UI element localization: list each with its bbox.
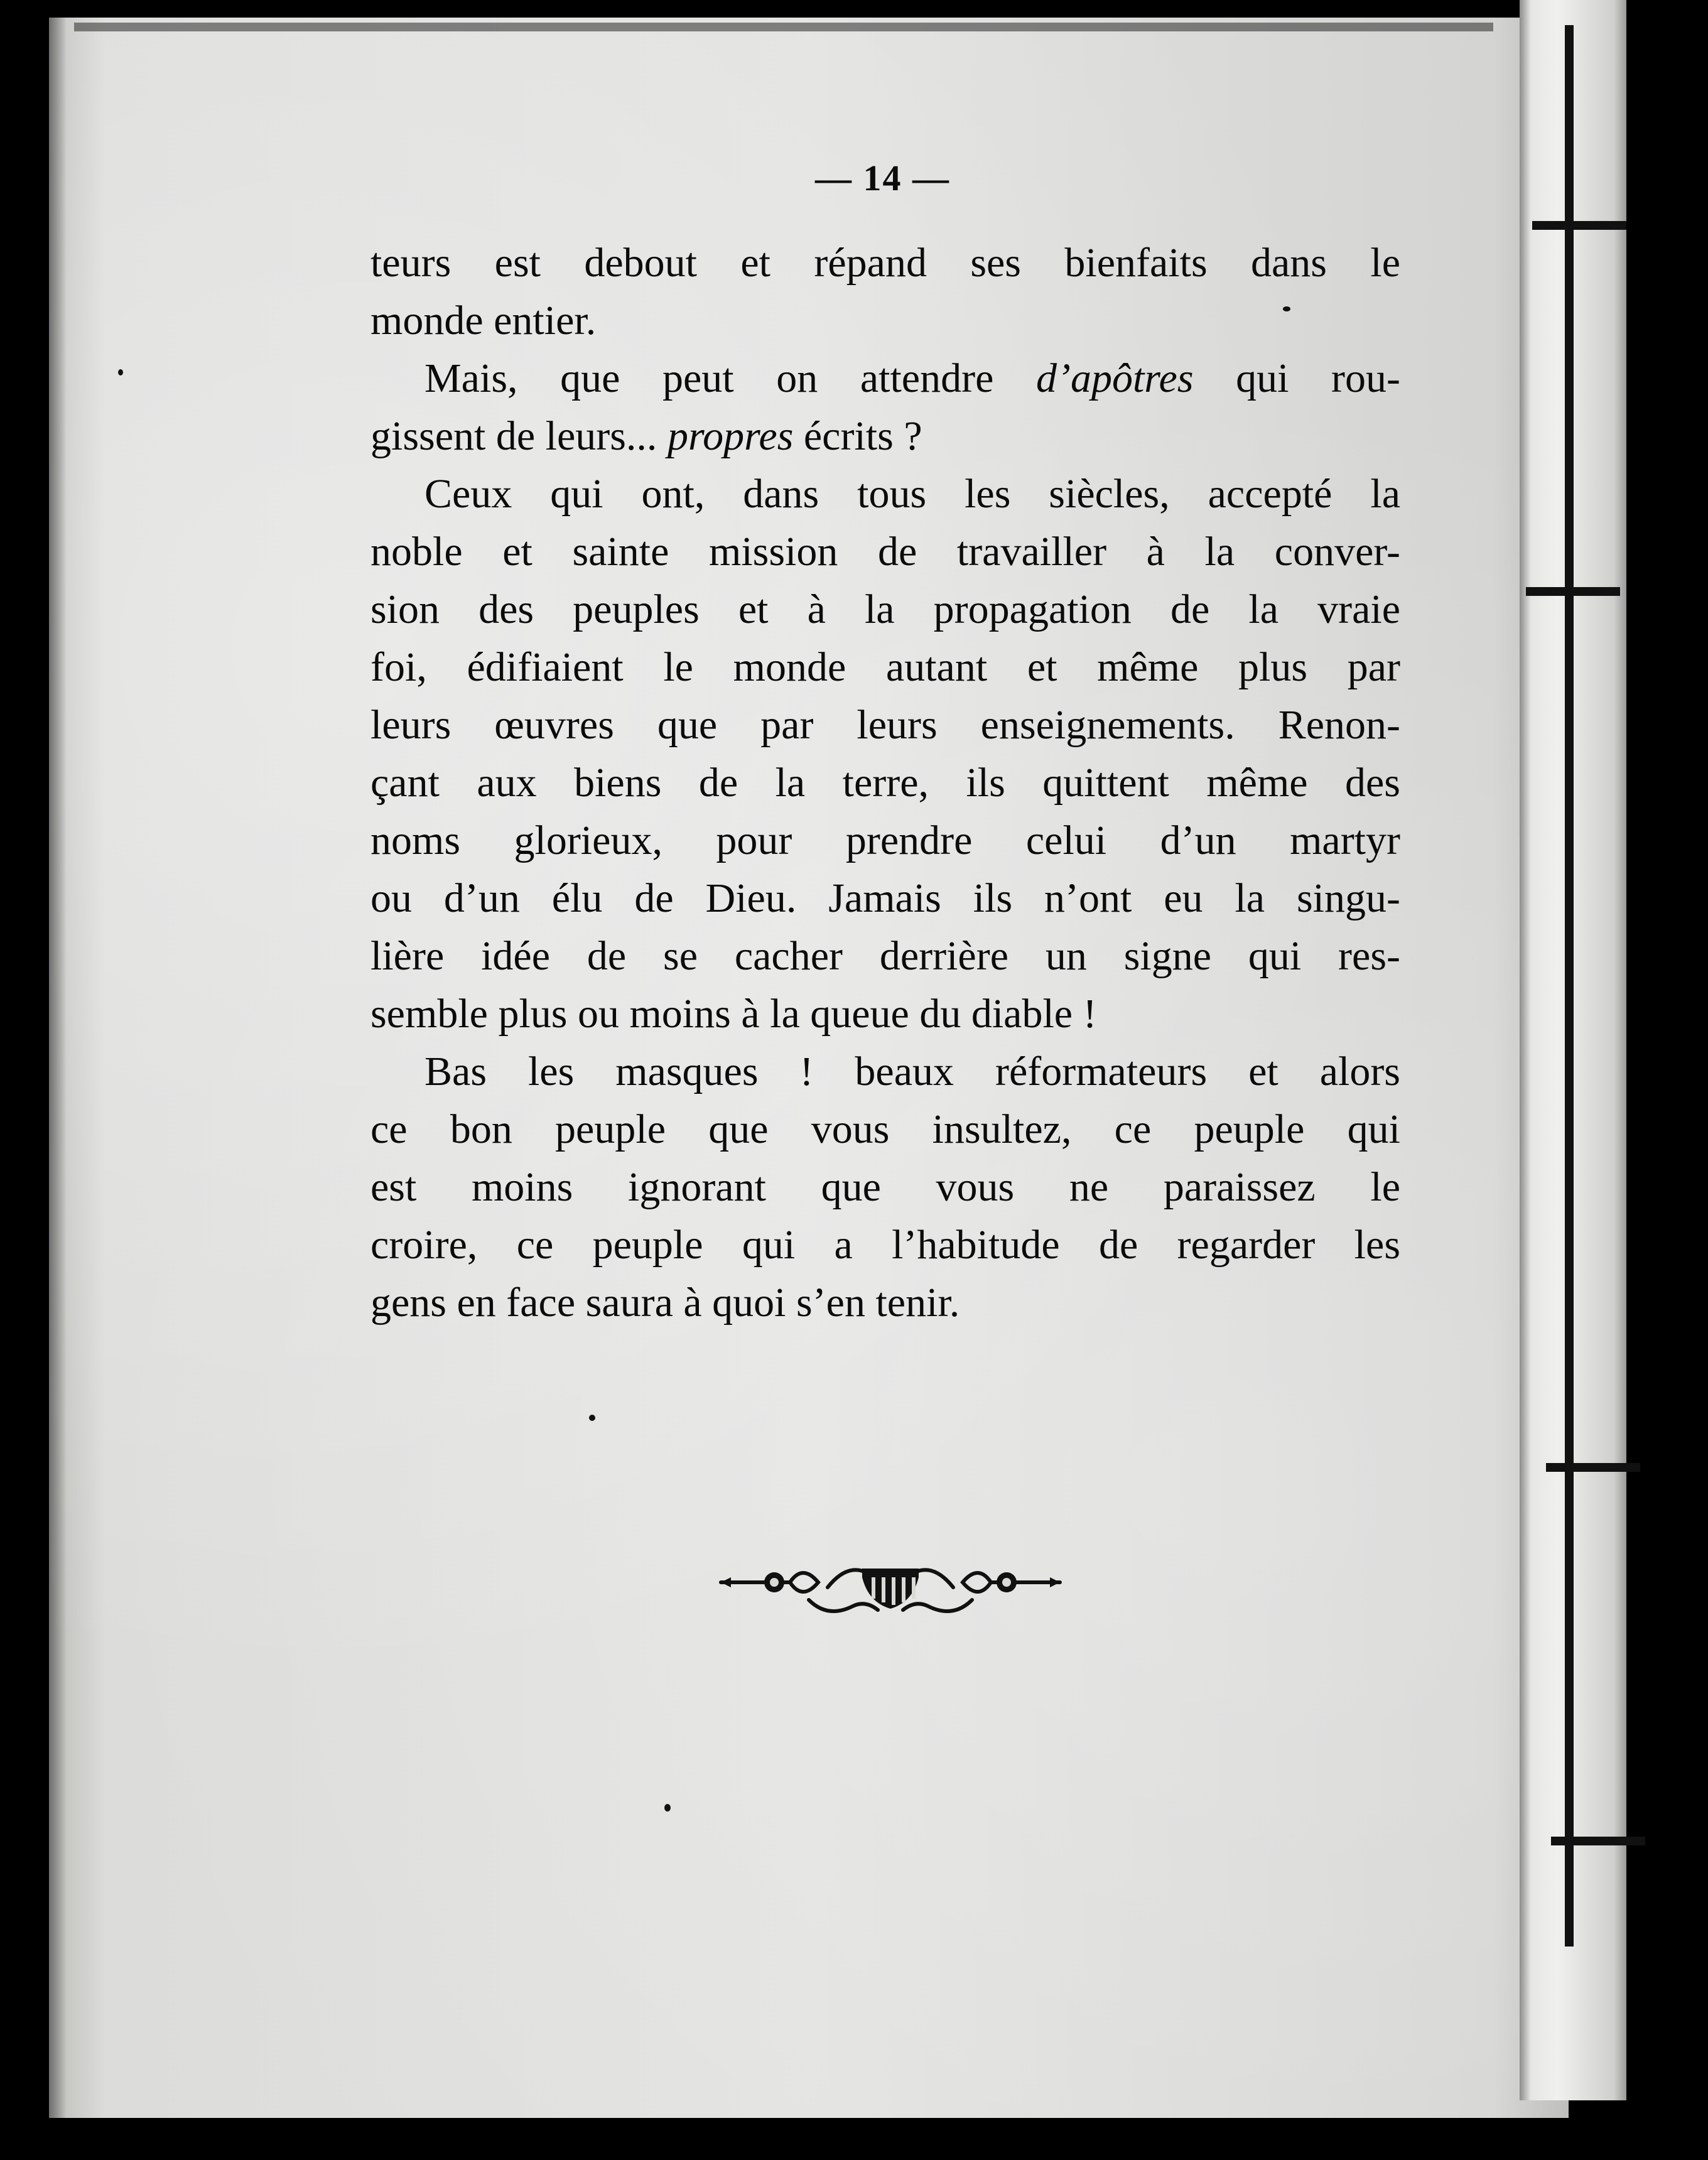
text-line: lière idée de se cacher derrière un signe qui res- [370,933,1400,979]
page-number: — 14 — [815,158,950,198]
text-line [370,408,1400,465]
ink-speck [589,1415,595,1421]
text-run: gissent de leurs... [370,413,668,459]
text-line: ce bon peuple que vous insultez, ce peuple qui [370,1106,1400,1152]
text-line: sion des peuples et à la propagation de la vraie [370,586,1400,632]
text-line: teurs est debout et répand ses bienfaits dans le [370,240,1400,286]
text-line: noble et sainte mission de travailler à la conver- [370,529,1400,575]
body-text [370,234,1400,1332]
text-line: leurs œuvres que par leurs enseignements. Renon- [370,702,1400,748]
text-line: ou d’un élu de Dieu. Jamais ils n’ont eu la singu- [370,875,1400,921]
italic-phrase: propres [667,413,794,459]
text-line: semble plus ou moins à la queue du diable ! [370,991,1097,1037]
binding-stitch [1546,1463,1640,1472]
book-page [49,18,1569,2118]
binding-stitch [1532,221,1626,230]
text-line: Bas les masques ! beaux réformateurs et alors [424,1049,1400,1094]
text-run: écrits ? [793,413,922,459]
text-line: monde entier. [370,298,597,343]
text-run: qui rou- [1193,355,1400,401]
left-margin-shadow [49,18,67,2118]
ink-speck [1283,306,1290,311]
ink-speck [664,1804,671,1812]
ink-speck [118,369,123,375]
fleuron-ornament-icon [715,1550,1066,1625]
binding-stitch [1551,1837,1645,1845]
text-line: Ceux qui ont, dans tous les siècles, accepté la [424,471,1400,517]
text-line: gens en face saura à quoi s’en tenir. [370,1280,960,1326]
italic-phrase: d’apôtres [1035,355,1194,401]
text-line: croire, ce peuple qui a l’habitude de regarder les [370,1222,1400,1268]
spine-line [1565,25,1574,1947]
text-line: noms glorieux, pour prendre celui d’un martyr [370,818,1400,863]
binding-stitch [1526,587,1620,596]
text-line [370,350,1400,408]
text-run: Mais, que peut on attendre [424,355,1036,401]
text-line: çant aux biens de la terre, ils quittent même des [370,760,1400,806]
text-line: foi, édifiaient le monde autant et même plus par [370,644,1400,690]
top-edge-rule [74,23,1493,31]
text-line: est moins ignorant que vous ne paraissez le [370,1164,1400,1210]
